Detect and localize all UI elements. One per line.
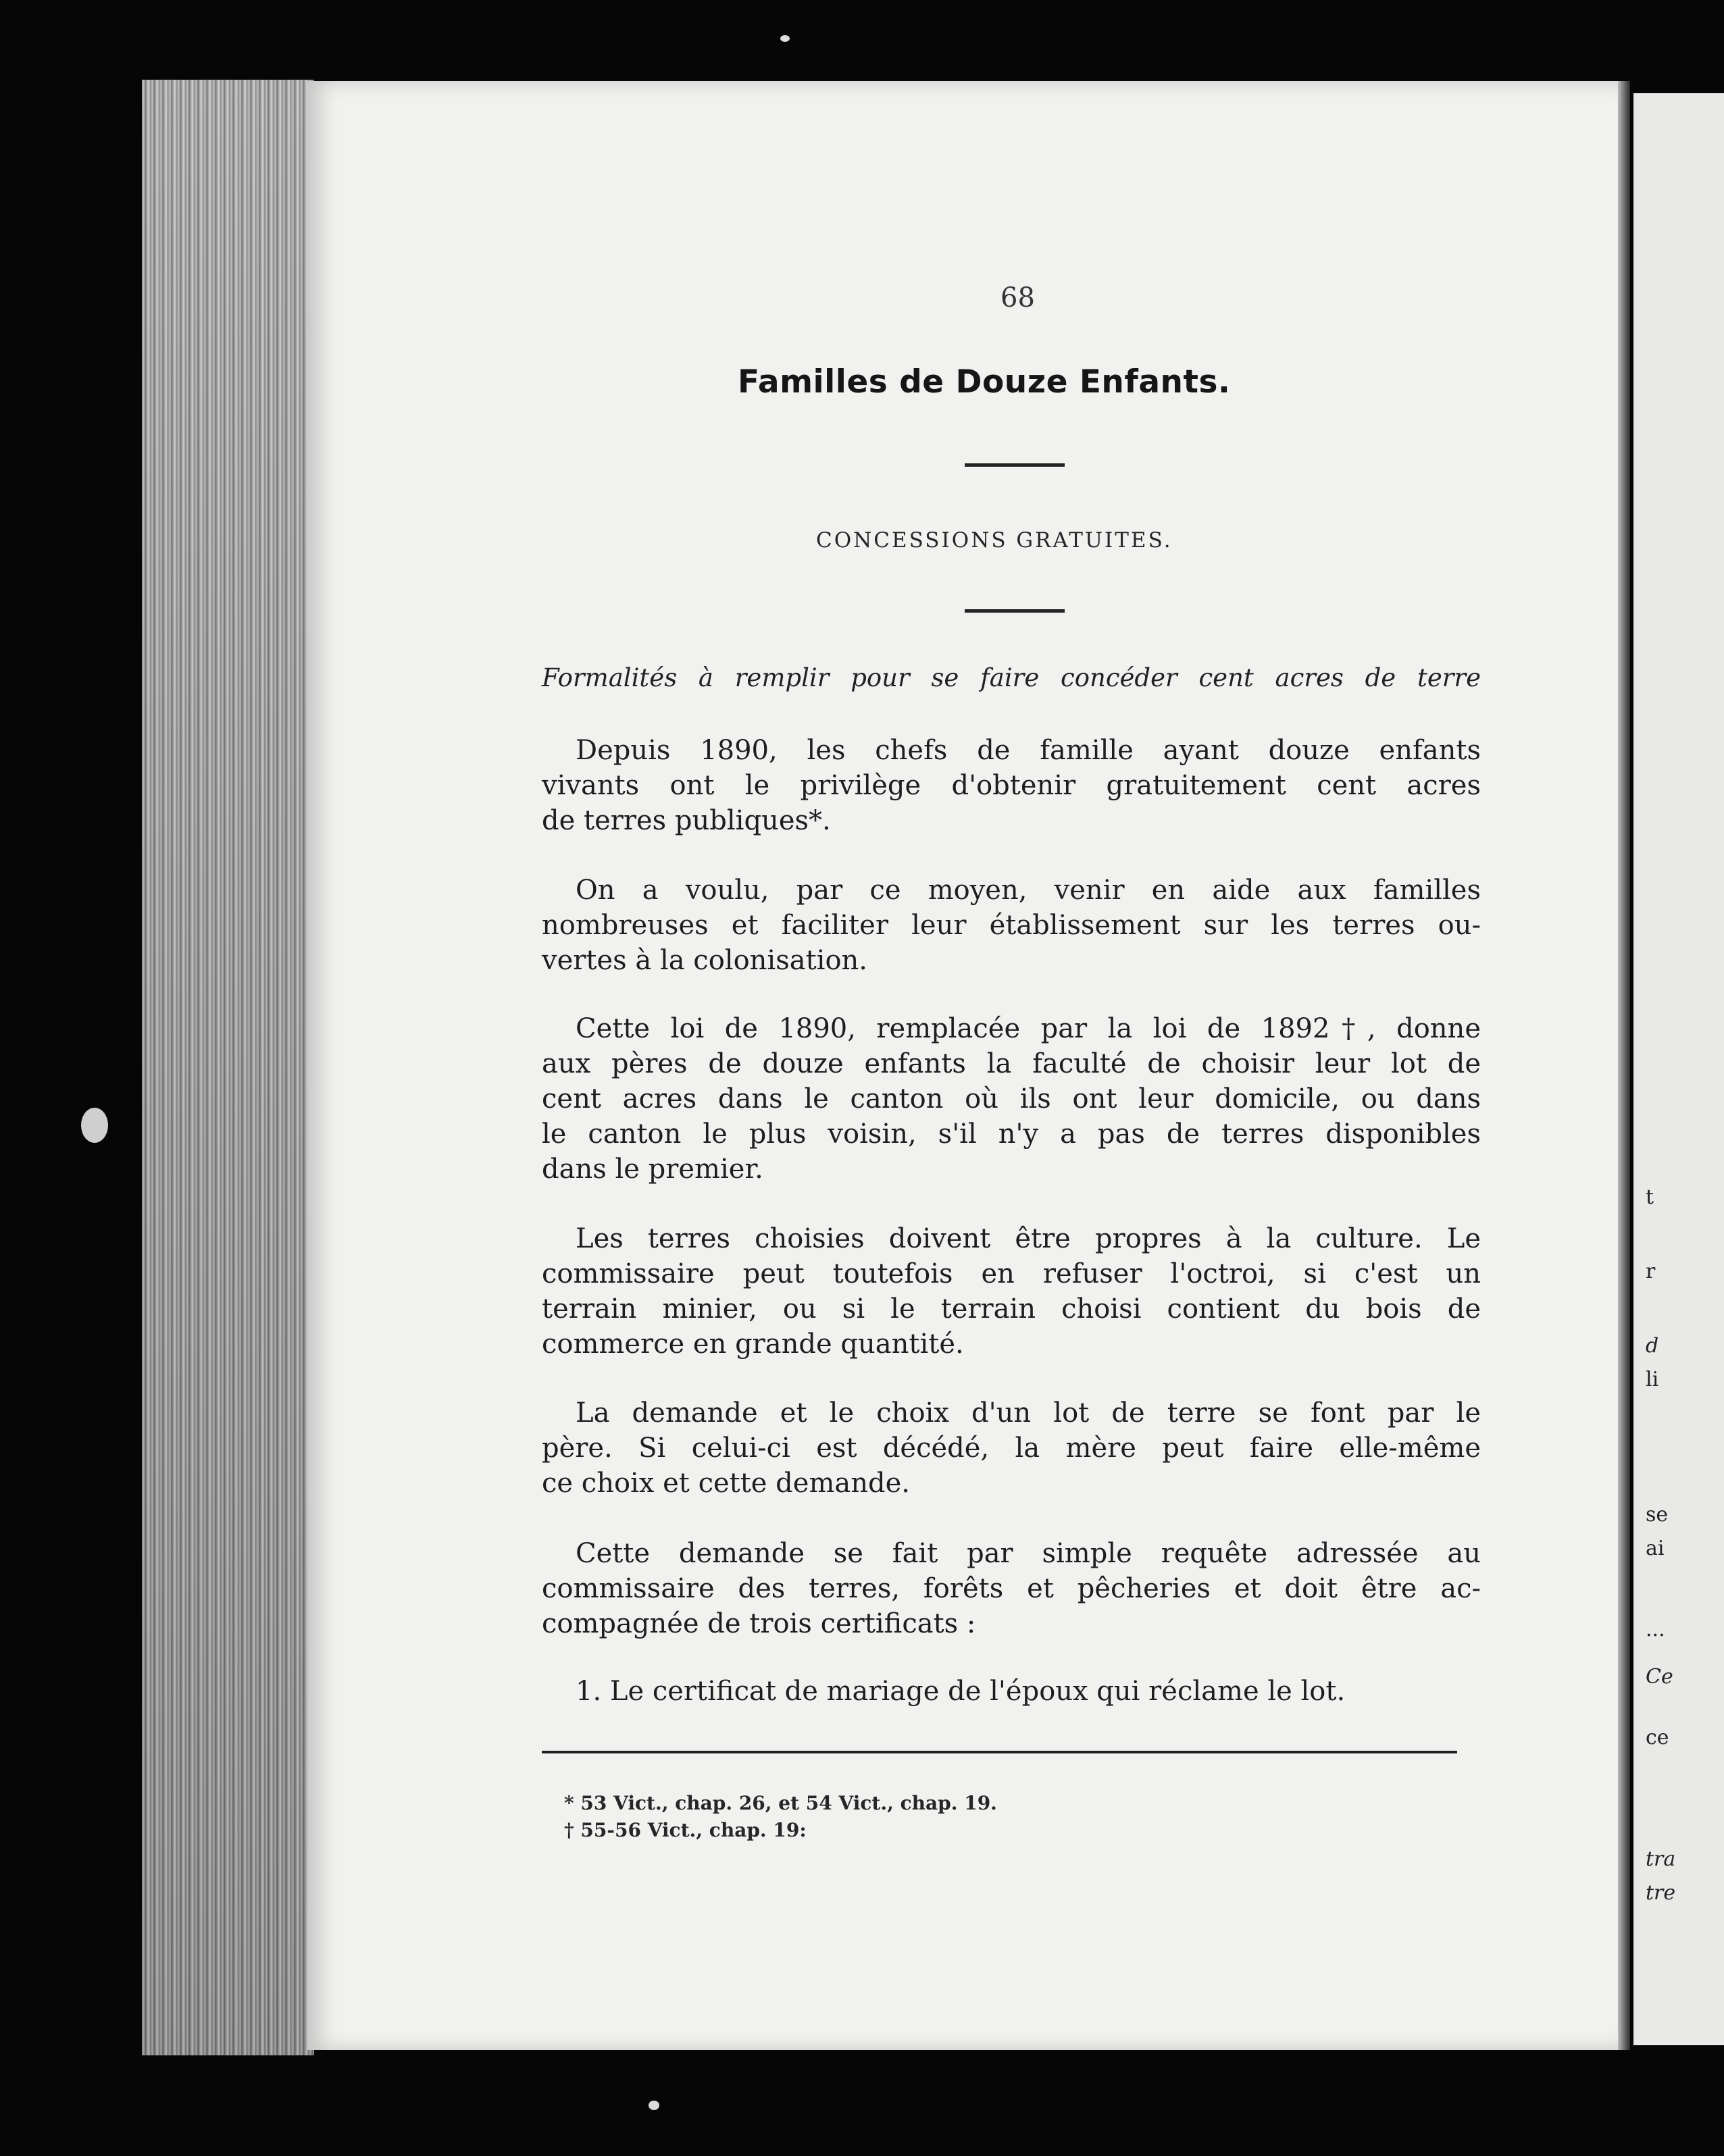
paragraph: [542, 1221, 1481, 1362]
scan-speckle: [780, 35, 790, 42]
text-line: compagnée de trois certificats :: [542, 1608, 976, 1639]
paragraph: [542, 1011, 1481, 1187]
footnotes: [564, 1790, 997, 1844]
facing-fragment: r: [1646, 1260, 1656, 1283]
text-line: le canton le plus voisin, s'il n'y a pas de terres disponibles: [542, 1119, 1481, 1150]
facing-fragment: Ce: [1646, 1665, 1673, 1689]
facing-page-sliver: [1633, 93, 1724, 2045]
footnote: * 53 Vict., chap. 26, et 54 Vict., chap. 19.: [564, 1792, 997, 1814]
section-subtitle: CONCESSIONS GRATUITES.: [816, 528, 1173, 553]
text-line: commerce en grande quantité.: [542, 1329, 964, 1360]
facing-fragment: tra: [1646, 1847, 1676, 1871]
footnote-rule: [542, 1751, 1457, 1753]
text-line: dans le premier.: [542, 1154, 763, 1185]
facing-fragment: ce: [1646, 1726, 1669, 1749]
text-line: Cette loi de 1890, remplacée par la loi de 1892†, donne: [576, 1013, 1481, 1044]
paragraph: [542, 1395, 1481, 1501]
text-line: La demande et le choix d'un lot de terre se font par le: [576, 1397, 1481, 1429]
page-number: 68: [1000, 282, 1035, 313]
footnote: † 55-56 Vict., chap. 19:: [564, 1819, 807, 1841]
facing-fragment: t: [1646, 1185, 1654, 1209]
text-line: Les terres choisies doivent être propres à la culture. Le: [576, 1223, 1481, 1254]
scan-speckle: [649, 2101, 659, 2110]
page-title: Familles de Douze Enfants.: [738, 363, 1231, 401]
facing-fragment: d: [1646, 1334, 1659, 1358]
text-line: On a voulu, par ce moyen, venir en aide aux familles: [576, 875, 1481, 906]
paragraph: [542, 733, 1481, 838]
title-rule: [965, 463, 1065, 467]
paragraph: [542, 873, 1481, 978]
text-line: vivants ont le privilège d'obtenir gratuitement cent acres: [542, 770, 1481, 801]
scan-speckle: [81, 1108, 108, 1143]
subtitle-rule: [965, 609, 1065, 613]
text-line: nombreuses et faciliter leur établissement sur les terres ou-: [542, 910, 1481, 941]
book-gutter: [1618, 81, 1630, 2050]
text-line: aux pères de douze enfants la faculté de choisir leur lot de: [542, 1048, 1481, 1079]
text-line: cent acres dans le canton où ils ont leur domicile, ou dans: [542, 1083, 1481, 1114]
text-line: de terres publiques*.: [542, 805, 831, 836]
page-edges: [142, 80, 314, 2055]
text-line: vertes à la colonisation.: [542, 945, 868, 976]
text-line: commissaire peut toutefois en refuser l'octroi, si c'est un: [542, 1258, 1481, 1289]
section-lead: Formalités à remplir pour se faire concéder cent acres de terre: [542, 663, 1481, 692]
facing-fragment: ai: [1646, 1537, 1665, 1560]
text-line: père. Si celui-ci est décédé, la mère peut faire elle-même: [542, 1433, 1481, 1464]
facing-fragment: tre: [1646, 1881, 1676, 1905]
text-line: ce choix et cette demande.: [542, 1468, 910, 1499]
facing-fragment: se: [1646, 1503, 1669, 1526]
text-line: 1. Le certificat de mariage de l'époux qui réclame le lot.: [576, 1676, 1346, 1707]
paragraph: [542, 1536, 1481, 1641]
paragraph: [542, 1674, 1481, 1709]
text-line: commissaire des terres, forêts et pêcheries et doit être ac-: [542, 1573, 1481, 1604]
text-line: Cette demande se fait par simple requête adressée au: [576, 1538, 1481, 1569]
facing-fragment: li: [1646, 1368, 1659, 1391]
text-line: Depuis 1890, les chefs de famille ayant douze enfants: [576, 735, 1481, 766]
facing-fragment: ...: [1646, 1618, 1665, 1641]
text-line: terrain minier, ou si le terrain choisi contient du bois de: [542, 1293, 1481, 1325]
